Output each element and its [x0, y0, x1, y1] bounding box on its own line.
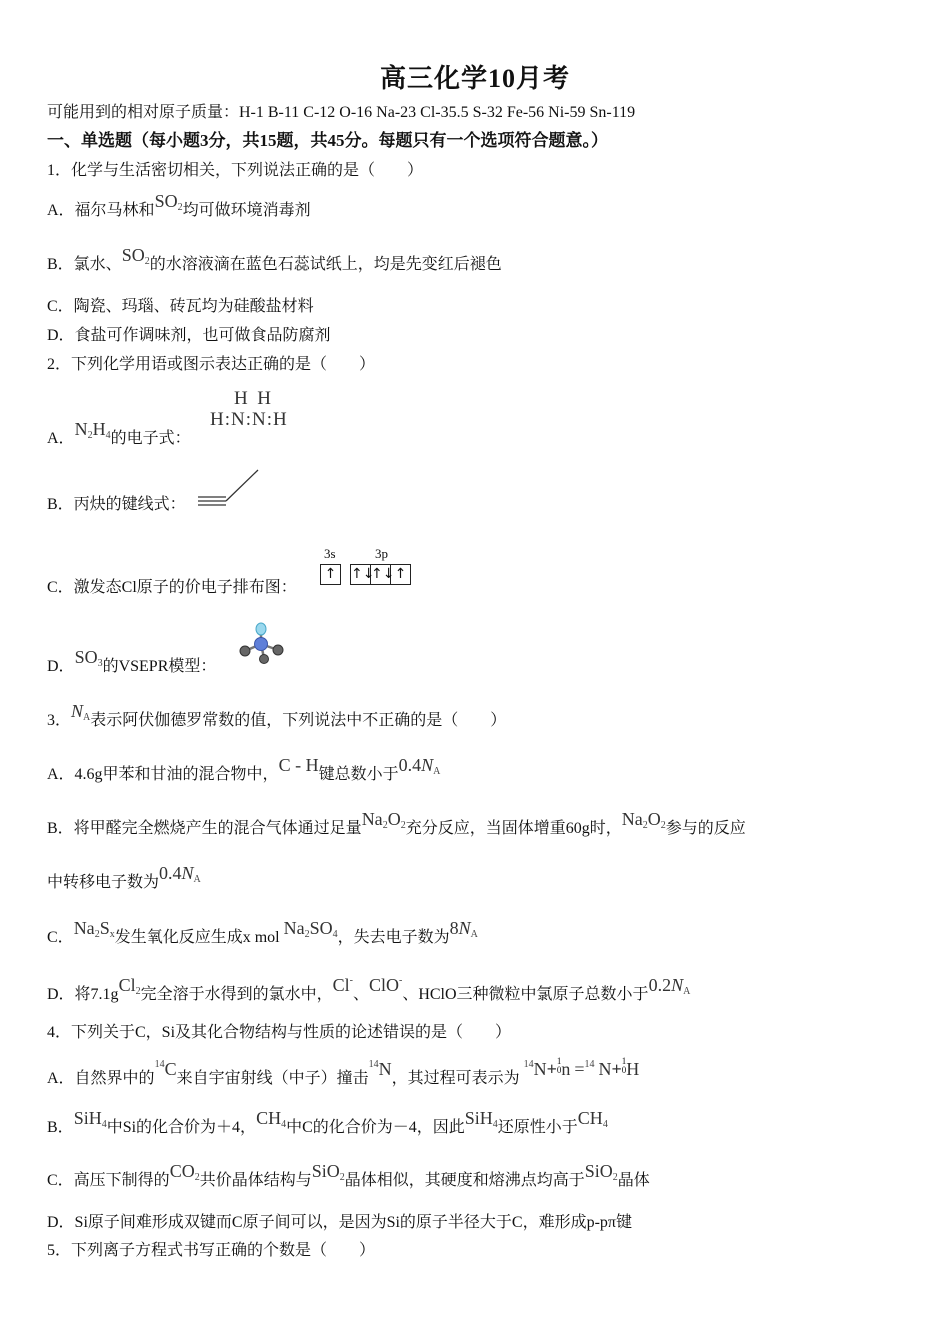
page-title: 高三化学10月考 [379, 64, 570, 93]
q1-option-b: B．氯水、$SO_2$的水溶液滴在蓝色石蕊试纸上，均是先变红后褪色 [47, 245, 502, 273]
q4-option-c: C．高压下制得的$CO_2$共价晶体结构与SiO$_2$晶体相似，其硬度和熔沸点均高于SiO$_2$晶体 [47, 1161, 650, 1189]
q3-option-a: A．4.6g甲苯和甘油的混合物中，C - H键总数小于$0.4N_A$ [47, 755, 441, 783]
q3-option-b-cont: 中转移电子数为$0.4N_A$ [47, 863, 201, 891]
n2h4-electron-formula: H H H:N:N:H [210, 388, 288, 430]
q2-option-c: C．激发态Cl原子的价电子排布图： [47, 579, 297, 596]
q5-stem: 5．下列离子方程式书写正确的个数是（ ） [47, 1242, 376, 1259]
q3-option-b: B．将甲醛完全燃烧产生的混合气体通过足量$Na_2O_2$充分反应，当固体增重60g时，$Na_2O_2$参与的反应 [47, 809, 746, 837]
label-3p: 3p [375, 546, 388, 561]
q3-option-d: D．将7.1gCl$_2$完全溶于水得到的氯水中，Cl-、ClO-、HClO三种微粒中氯原子总数小于$0.2N_A$ [47, 975, 691, 1003]
q4-option-b: B．SiH$_4$中Si的化合价为＋4，$CH_4$中C的化合价为－4，因此SiH$_4$还原性小于$CH_4$ [47, 1108, 608, 1136]
orbital-box-3p1: ↑↓ [350, 564, 371, 585]
q3-option-c: C．$Na_2S_x$发生氧化反应生成x mol $Na_2SO_4$，失去电子数为$8N_A$ [47, 918, 478, 946]
q1-option-d: D．食盐可作调味剂，也可做食品防腐剂 [47, 327, 331, 344]
q2-option-d: D．$SO_3$的VSEPR模型： [47, 647, 217, 675]
atomic-masses: 可能用到的相对原子质量：H-1 B-11 C-12 O-16 Na-23 Cl-35.5 S-32 Fe-56 Ni-59 Sn-119 [47, 104, 636, 121]
q2-option-a: A．$N_2H_4$的电子式： [47, 419, 191, 447]
orbital-diagram [320, 546, 411, 585]
q2-option-b: B．丙炔的键线式： [47, 496, 186, 513]
label-3s: 3s [324, 546, 336, 561]
orbital-box-3s: ↑ [320, 564, 341, 585]
q4-option-a: A．自然界中的$^{14}$C来自宇宙射线（中子）撞击$^{14}$N，其过程可表示为 $^{14}$N+ 1 0 n =$^{14}$ N+ 1 0 H [47, 1056, 640, 1087]
vsepr-model-image [234, 620, 290, 666]
q4-option-d: D．Si原子间难形成双键而C原子间可以，是因为Si的原子半径大于C，难形成p-pπ键 [47, 1214, 632, 1231]
nuclear-equation: $^{14}$N+ 1 0 n =$^{14}$ N+ 1 0 H [523, 1056, 640, 1079]
orbital-box-3p3: ↑ [391, 564, 411, 585]
q4-stem: 4．下列关于C，Si及其化合物结构与性质的论述错误的是（ ） [47, 1024, 512, 1041]
q1-option-c: C．陶瓷、玛瑙、砖瓦均为硅酸盐材料 [47, 298, 314, 315]
orbital-box-3p2: ↑↓ [371, 564, 391, 585]
q1-option-a: A．福尔马林和$SO_2$均可做环境消毒剂 [47, 191, 311, 219]
q2-stem: 2．下列化学用语或图示表达正确的是（ ） [47, 356, 376, 373]
q1-stem: 1．化学与生活密切相关，下列说法正确的是（ ） [47, 162, 424, 179]
propyne-skeletal-formula [196, 468, 260, 508]
q3-stem: 3．$N_A$表示阿伏伽德罗常数的值，下列说法中不正确的是（ ） [47, 701, 507, 729]
section-heading: 一、单选题（每小题3分，共15题，共45分。每题只有一个选项符合题意。） [47, 131, 608, 150]
